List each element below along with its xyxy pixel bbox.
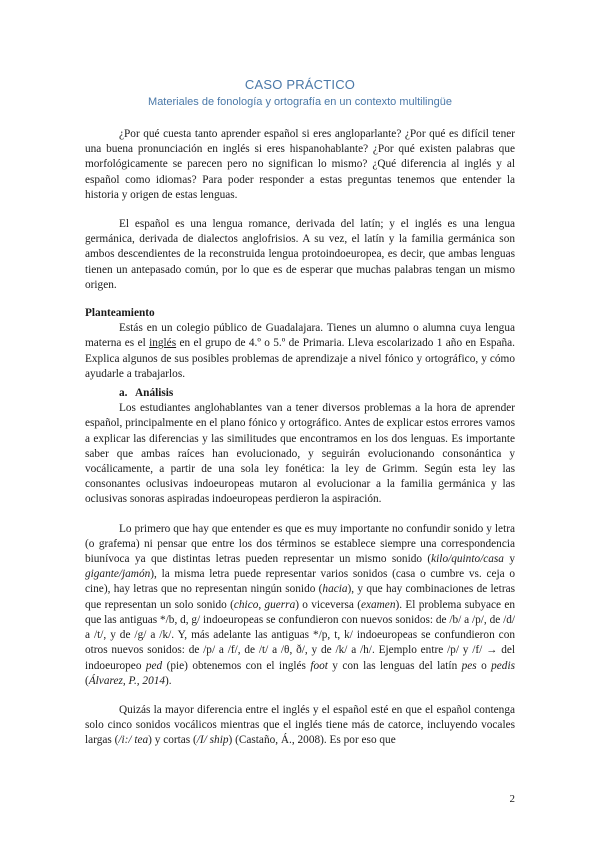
italic-example: chico, guerra (233, 598, 296, 611)
text-span: ), la misma letra puede representar varios sonidos (casa o cumbre vs. ceja o cine), hay letras que no representan ningún sonido ( (85, 568, 515, 596)
text-span: ). (165, 674, 172, 687)
italic-example: /I/ ship (196, 734, 229, 747)
italic-example: ped (145, 659, 163, 672)
intro-paragraph-2: El español es una lengua romance, derivada del latín; y el inglés es una lengua germánica, derivada de dialectos anglofrisios. A su vez, el latín y la familia germánica son ambos descendientes de la reconstruida lengua protoindoeuropea, es decir, que ambas lenguas tienen un antepasado común, por lo que es de esperar que muchas palabras tengan un mismo origen. (85, 218, 515, 291)
section-heading-planteamiento: Planteamiento (85, 307, 155, 320)
text-span: (pie) obtenemos con el inglés (162, 659, 311, 672)
text-span: ) y cortas ( (148, 734, 197, 747)
italic-example: pes (461, 659, 477, 672)
planteamiento-text-start: Estás en un colegio público de Guadalajara. Tienes un alumno o alumna cuya lengua materna es el (85, 322, 515, 350)
italic-example: gigante/jamón (85, 568, 151, 581)
italic-example: hacia (322, 583, 348, 596)
planteamiento-paragraph (85, 321, 515, 382)
text-span: o (476, 659, 492, 672)
text-span: ) (Castaño, Á., 2008). Es por eso que (228, 734, 396, 747)
text-span: ) o viceversa ( (295, 598, 361, 611)
italic-citation: Álvarez, P., 2014 (88, 674, 166, 687)
analisis-paragraph-3 (85, 703, 515, 749)
analisis-paragraph-2 (85, 522, 515, 689)
italic-example: kilo/quinto/casa (431, 553, 504, 566)
text-span: y (503, 553, 515, 566)
text-span: y con las lenguas del latín (327, 659, 462, 672)
document-body (85, 127, 515, 749)
underlined-word: inglés (149, 337, 177, 350)
text-span: ), y que hay combinaciones de letras que representan un solo sonido ( (85, 583, 515, 611)
italic-example: examen (360, 598, 396, 611)
text-span: Lo primero que hay que entender es que es muy importante no confundir sonido y letra (o grafema) ni pensar que entre los dos términos se establece siempre una correspondencia biunívoca ya que distintas letras pueden representar un mismo sonido ( (85, 522, 515, 566)
italic-example: /i:/ tea (118, 734, 149, 747)
text-span: Quizás la mayor diferencia entre el inglés y el español esté en que el español contenga solo cinco sonidos vocálicos mientras que el inglés tiene más de catorce, incluyendo vocales largas ( (85, 703, 515, 747)
subsection-letter: a. (119, 387, 128, 400)
document-title: CASO PRÁCTICO (244, 77, 356, 92)
italic-example: pedis (491, 659, 515, 672)
subsection-title: Análisis (135, 387, 174, 400)
intro-paragraph-1: ¿Por qué cuesta tanto aprender español si eres angloparlante? ¿Por qué es difícil tener una buena pronunciación en inglés si eres hispanohablante? ¿Por qué existen palabras que morfológicamente se parecen pero no significan lo mismo? ¿Qué diferencia al inglés y al español como idiomas? Para poder responder a estas preguntas tenemos que entender la historia y origen de estas lenguas. (85, 128, 515, 201)
subsection-heading-analisis (85, 386, 515, 401)
text-span: ). El problema subyace en que las antiguas */b, d, g/ indoeuropeas se confundieron con nuevos sonidos: de /b/ a /p/, de /d/ a /t/, y de /g/ a /k/. Y, más adelante las antiguas */p, t, k/ indoeuropeas se confundieron con otros nuevos sonidos: de /p/ a /f/, de /t/ a /θ, ð/, y de /k/ a /h/. Ejemplo entre /p/ y /f/ → del indoeuropeo (85, 598, 515, 672)
analisis-paragraph-1: Los estudiantes anglohablantes van a tener diversos problemas a la hora de aprender español, principalmente en el plano fónico y ortográfico. Antes de explicar estos errores vamos a explicar las diferencias y las similitudes que encontramos en los dos lenguas. Es importante saber que ambas raíces han evolucionado, y seguirán evolucionando consonántica y vocálicamente, a partir de una sola ley fonética: la ley de Grimm. Según esta ley las consonantes oclusivas indoeuropeas mutaron al evolucionar a la familia germánica y las oclusivas sonoras aspiradas indoeuropeas perdieron la aspiración. (85, 402, 515, 506)
document-subtitle: Materiales de fonología y ortografía en un contexto multilingüe (148, 96, 452, 108)
italic-example: foot (310, 659, 328, 672)
planteamiento-text-end: en el grupo de 4.º o 5.º de Primaria. Lleva escolarizado 1 año en España. Explica algunos de sus posibles problemas de aprendizaje a nivel fónico y ortográfico, y cómo ayudarle a trabajarlos. (85, 337, 515, 380)
text-span: ( (85, 674, 89, 687)
page-number: 2 (509, 793, 515, 805)
